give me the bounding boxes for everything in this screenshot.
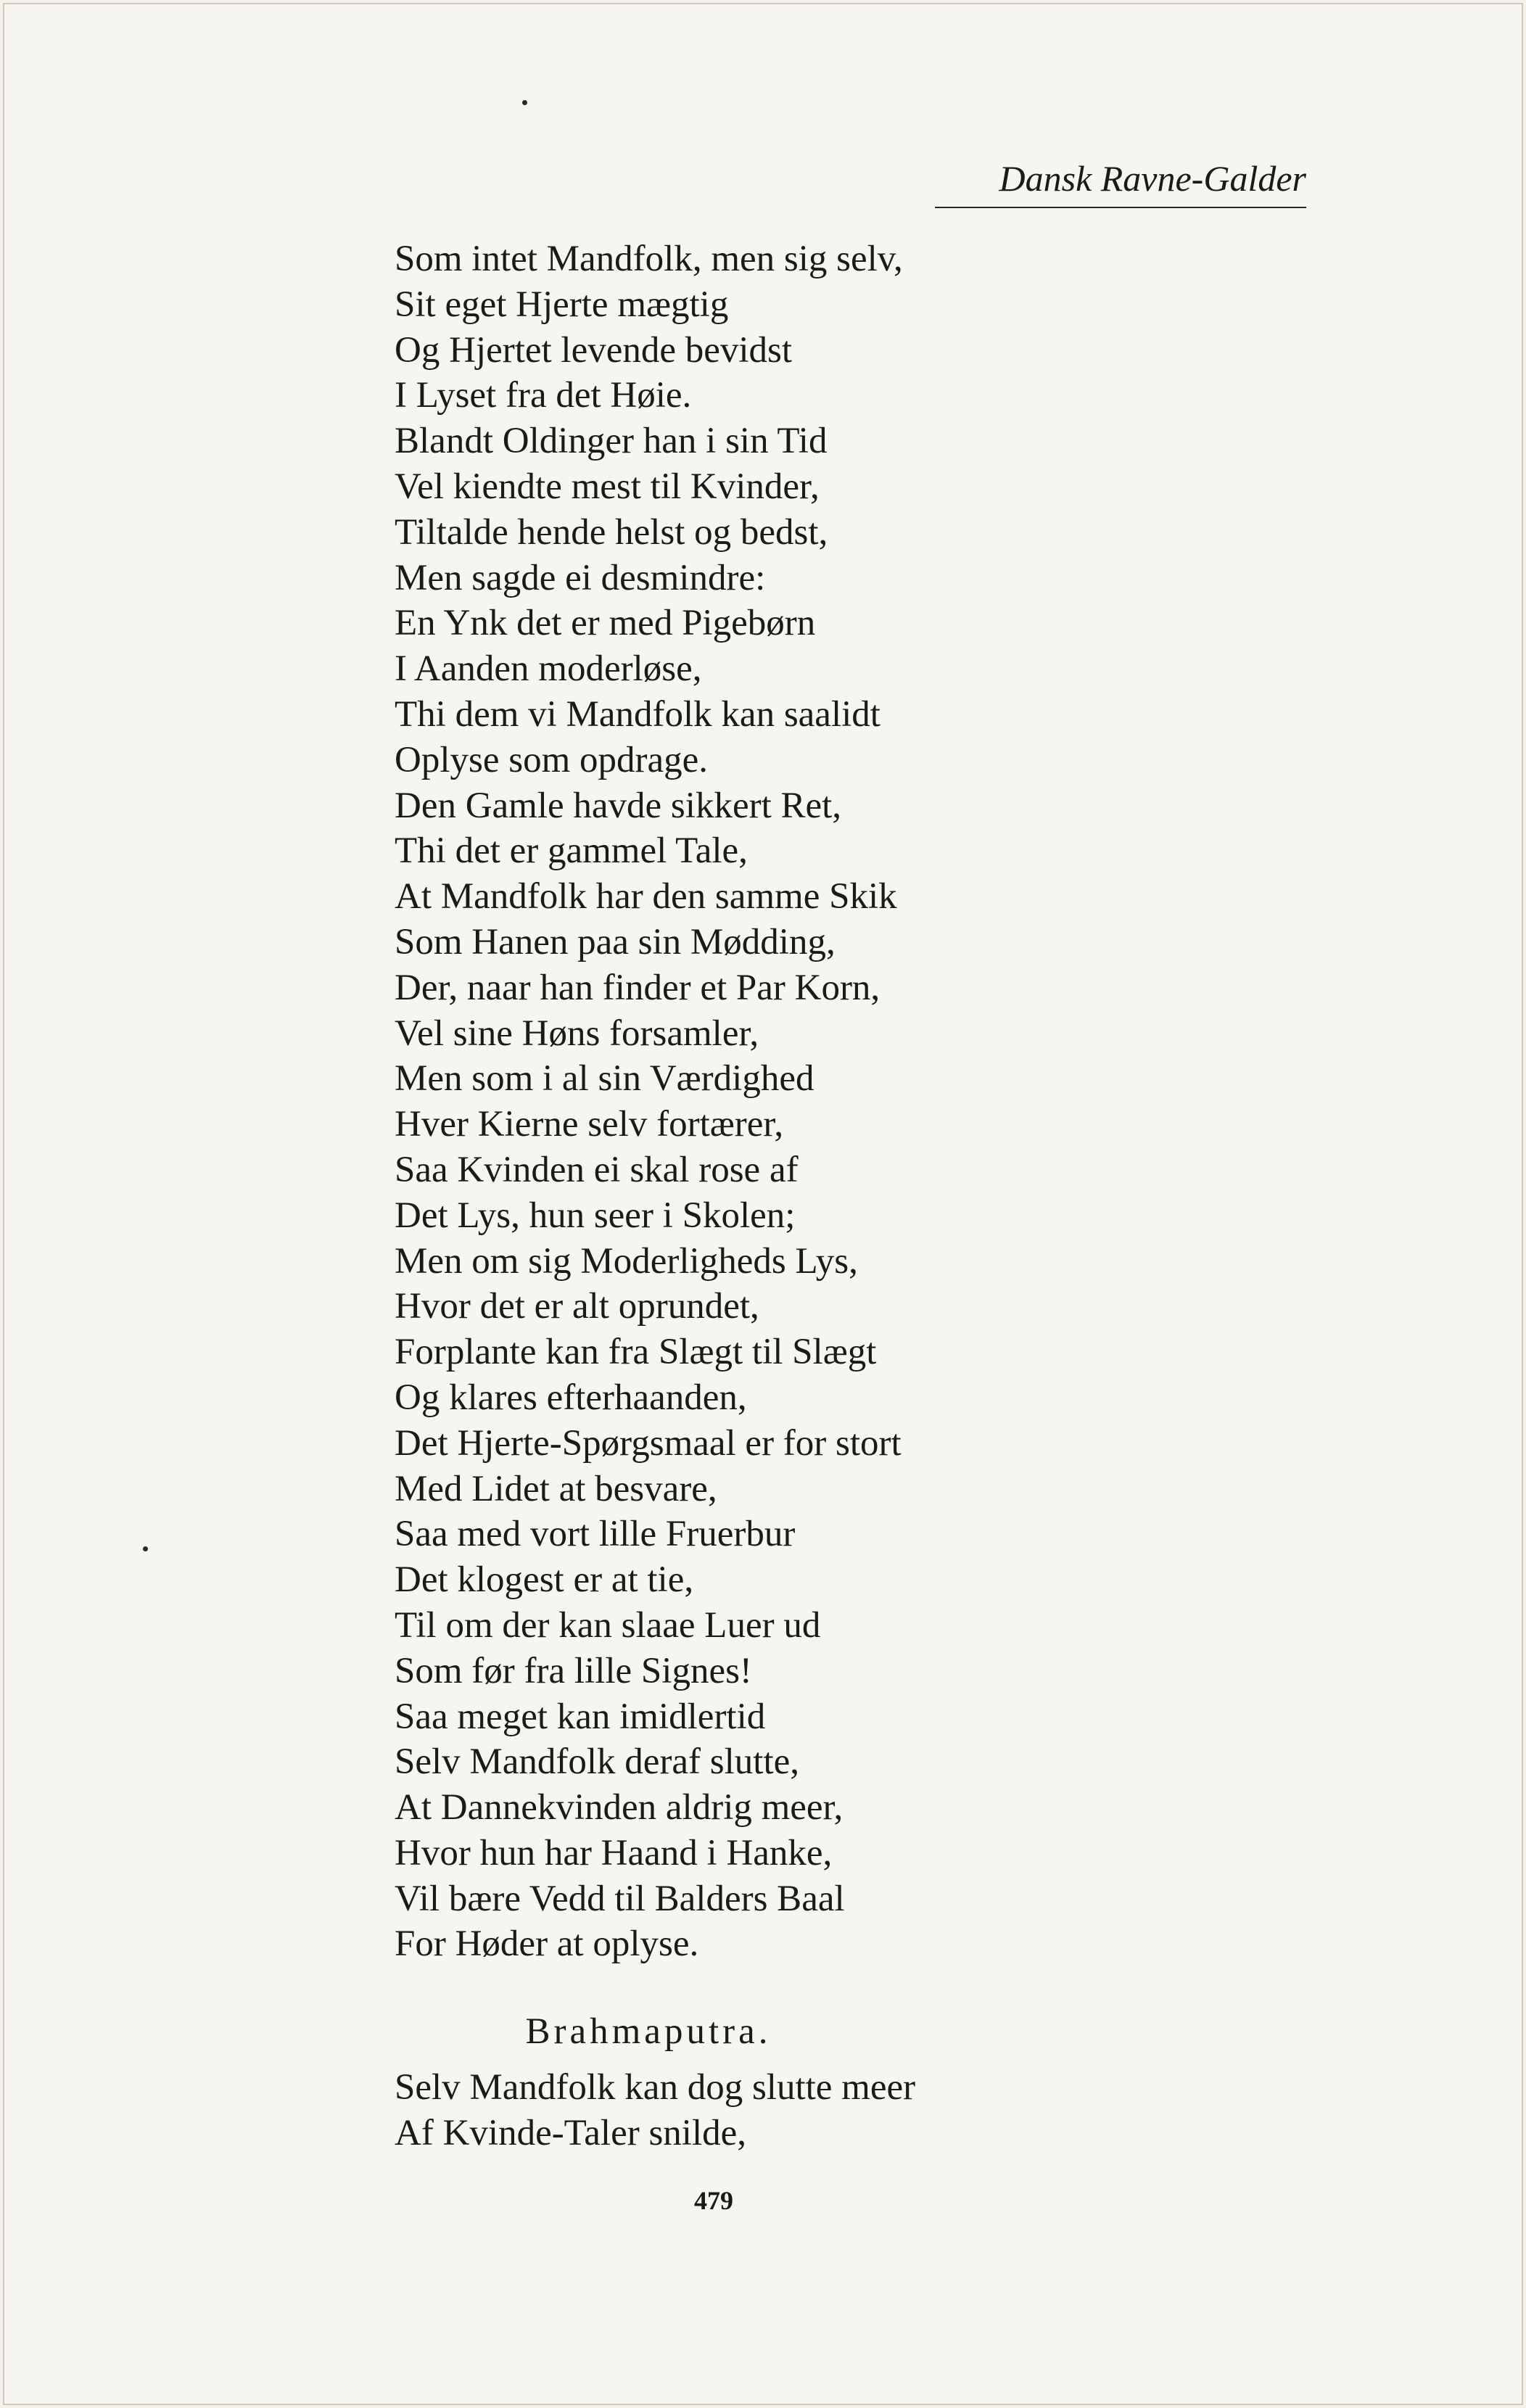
verse-line: Saa meget kan imidlertid: [395, 1696, 766, 1737]
verse-line: Hvor hun har Haand i Hanke,: [395, 1832, 833, 1873]
poem-stanza: [395, 236, 1308, 1967]
verse-line: Som Hanen paa sin Mødding,: [395, 921, 836, 962]
verse-line: Hver Kierne selv fortærer,: [395, 1104, 784, 1145]
ink-speck: [522, 100, 527, 105]
verse-line: Og Hjertet levende bevidst: [395, 329, 793, 371]
verse-line: Oplyse som opdrage.: [395, 739, 709, 780]
verse-line: Som før fra lille Signes!: [395, 1650, 752, 1691]
verse-line: Der, naar han finder et Par Korn,: [395, 967, 880, 1008]
ink-speck: [143, 1546, 148, 1551]
verse-line: Af Kvinde-Taler snilde,: [395, 2112, 747, 2153]
verse-line: Og klares efterhaanden,: [395, 1377, 747, 1418]
verse-line: I Lyset fra det Høie.: [395, 375, 692, 416]
speaker-heading: Brahmaputra.: [525, 2011, 772, 2052]
running-header: Dansk Ravne-Galder: [999, 158, 1306, 199]
verse-line: Hvor det er alt oprundet,: [395, 1286, 759, 1327]
verse-line: Blandt Oldinger han i sin Tid: [395, 421, 828, 462]
verse-line: Som intet Mandfolk, men sig selv,: [395, 239, 903, 279]
book-page: [3, 3, 1523, 2405]
verse-line: I Aanden moderløse,: [395, 648, 702, 690]
poem-stanza-continued: [395, 2065, 1308, 2156]
verse-line: Men om sig Moderligheds Lys,: [395, 1240, 858, 1282]
verse-line: Tiltalde hende helst og bedst,: [395, 511, 828, 553]
verse-line: En Ynk det er med Pigebørn: [395, 603, 816, 644]
verse-line: For Høder at oplyse.: [395, 1923, 699, 1965]
verse-line: Selv Mandfolk deraf slutte,: [395, 1741, 800, 1783]
verse-line: Den Gamle havde sikkert Ret,: [395, 785, 842, 826]
header-underline: [935, 207, 1306, 208]
verse-line: Men som i al sin Værdighed: [395, 1058, 814, 1100]
verse-line: Vel sine Høns forsamler,: [395, 1013, 759, 1054]
verse-line: At Dannekvinden aldrig meer,: [395, 1787, 844, 1828]
verse-line: Med Lidet at besvare,: [395, 1468, 717, 1509]
verse-line: Til om der kan slaae Luer ud: [395, 1604, 821, 1646]
verse-line: Saa med vort lille Fruerbur: [395, 1514, 796, 1555]
page-number: 479: [694, 2186, 733, 2215]
verse-line: Saa Kvinden ei skal rose af: [395, 1149, 799, 1190]
verse-line: Vil bære Vedd til Balders Baal: [395, 1878, 845, 1919]
verse-line: Selv Mandfolk kan dog slutte meer: [395, 2067, 916, 2108]
verse-line: Vel kiendte mest til Kvinder,: [395, 466, 820, 507]
verse-line: Thi det er gammel Tale,: [395, 830, 748, 872]
verse-line: Men sagde ei desmindre:: [395, 557, 766, 598]
verse-line: Forplante kan fra Slægt til Slægt: [395, 1332, 877, 1373]
verse-line: Det Hjerte-Spørgsmaal er for stort: [395, 1422, 902, 1464]
verse-line: Thi dem vi Mandfolk kan saalidt: [395, 693, 880, 735]
verse-line: At Mandfolk har den samme Skik: [395, 876, 897, 918]
verse-line: Det klogest er at tie,: [395, 1559, 694, 1601]
verse-line: Sit eget Hjerte mægtig: [395, 284, 729, 325]
verse-line: Det Lys, hun seer i Skolen;: [395, 1195, 796, 1236]
